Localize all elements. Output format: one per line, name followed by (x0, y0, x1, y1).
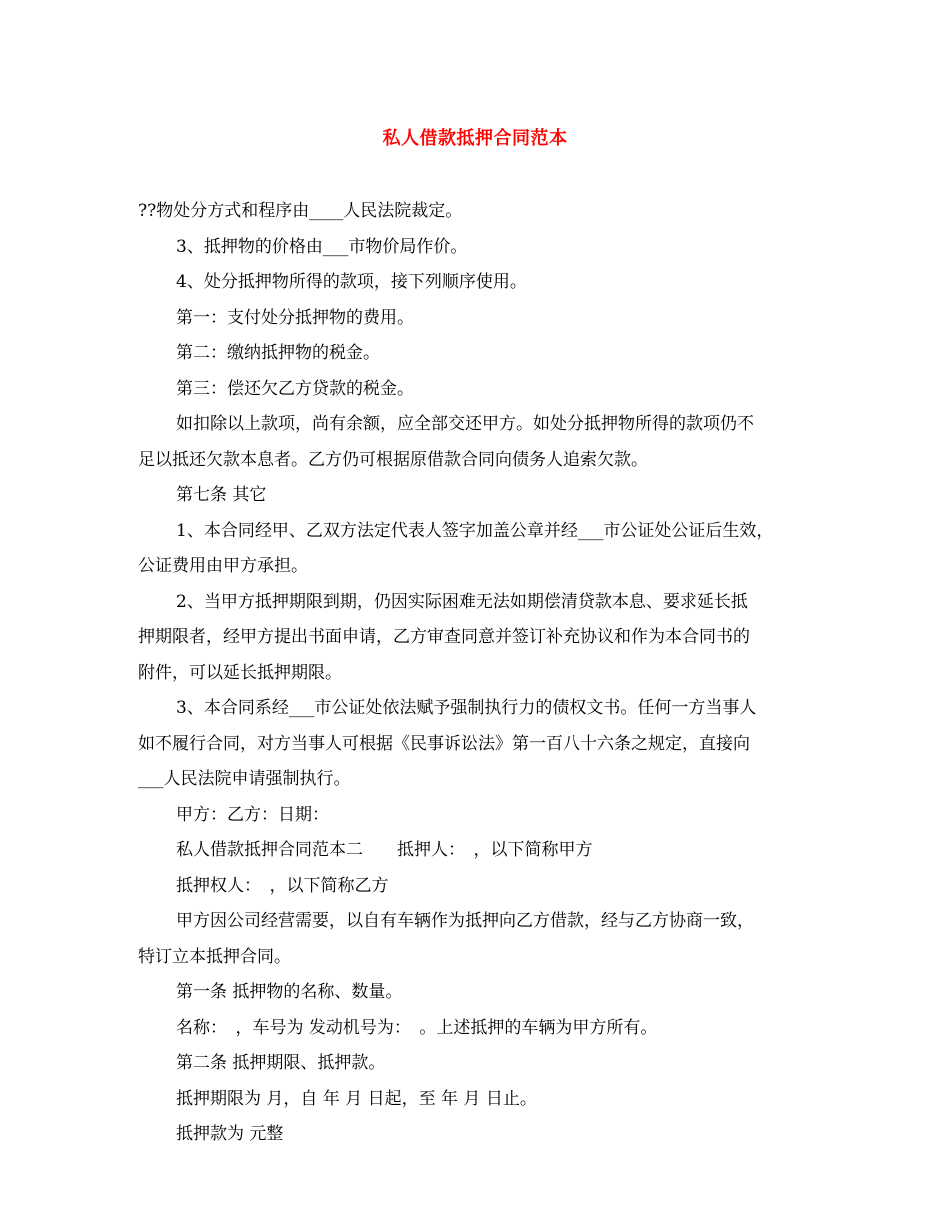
document-line: 第一条 抵押物的名称、数量。 (176, 982, 403, 1002)
document-line: 3、抵押物的价格由___市物价局作价。 (176, 236, 468, 257)
document-line: 1、本合同经甲、乙双方法定代表人签字加盖公章并经___市公证处公证后生效， (176, 520, 774, 541)
document-line: 附件，可以延长抵押期限。 (138, 662, 342, 683)
document-line: 特订立本抵押合同。 (138, 946, 291, 967)
document-line: 公证费用由甲方承担。 (138, 556, 308, 576)
document-line: 抵押期限为 月，自 年 月 日起，至 年 月 日止。 (176, 1088, 537, 1109)
document-line: 第二条 抵押期限、抵押款。 (176, 1053, 386, 1073)
document-line: 3、本合同系经___市公证处依法赋予强制执行力的债权文书。任何一方当事人 (176, 698, 757, 718)
document-line: 4、处分抵押物所得的款项，接下列顺序使用。 (176, 272, 527, 292)
document-line: 第七条 其它 (176, 485, 267, 505)
document-line: 甲方因公司经营需要，以自有车辆作为抵押向乙方借款，经与乙方协商一致， (176, 911, 754, 931)
document-line: 足以抵还欠款本息者。乙方仍可根据原借款合同向债务人追索欠款。 (138, 449, 648, 470)
document-line: 抵押款为 元整 (176, 1124, 284, 1144)
document-line: 如扣除以上款项，尚有余额，应全部交还甲方。如处分抵押物所得的款项仍不 (176, 414, 754, 434)
document-line: ??物处分方式和程序由____人民法院裁定。 (138, 201, 463, 221)
document-line: 甲方：乙方：日期： (176, 804, 329, 825)
document-line: 押期限者，经甲方提出书面申请，乙方审查同意并签订补充协议和作为本合同书的 (138, 627, 750, 647)
document-line: 第二：缴纳抵押物的税金。 (176, 343, 380, 363)
document-title: 私人借款抵押合同范本 (382, 128, 568, 149)
document-line: 如不履行合同，对方当事人可根据《民事诉讼法》第一百八十六条之规定，直接向 (138, 733, 750, 754)
document-line: ___人民法院申请强制执行。 (138, 769, 351, 789)
document-line: 2、当甲方抵押期限到期，仍因实际困难无法如期偿清贷款本息、要求延长抵 (176, 591, 748, 612)
document-line: 名称： ，车号为 发动机号为： 。上述抵押的车辆为甲方所有。 (176, 1017, 658, 1038)
document-line: 抵押权人： ，以下简称乙方 (176, 875, 389, 896)
document-body (138, 194, 824, 1153)
document-line: 第三：偿还欠乙方贷款的税金。 (176, 378, 414, 399)
document-line: 私人借款抵押合同范本二 抵押人： ，以下简称甲方 (176, 840, 593, 860)
document-line: 第一：支付处分抵押物的费用。 (176, 307, 414, 328)
